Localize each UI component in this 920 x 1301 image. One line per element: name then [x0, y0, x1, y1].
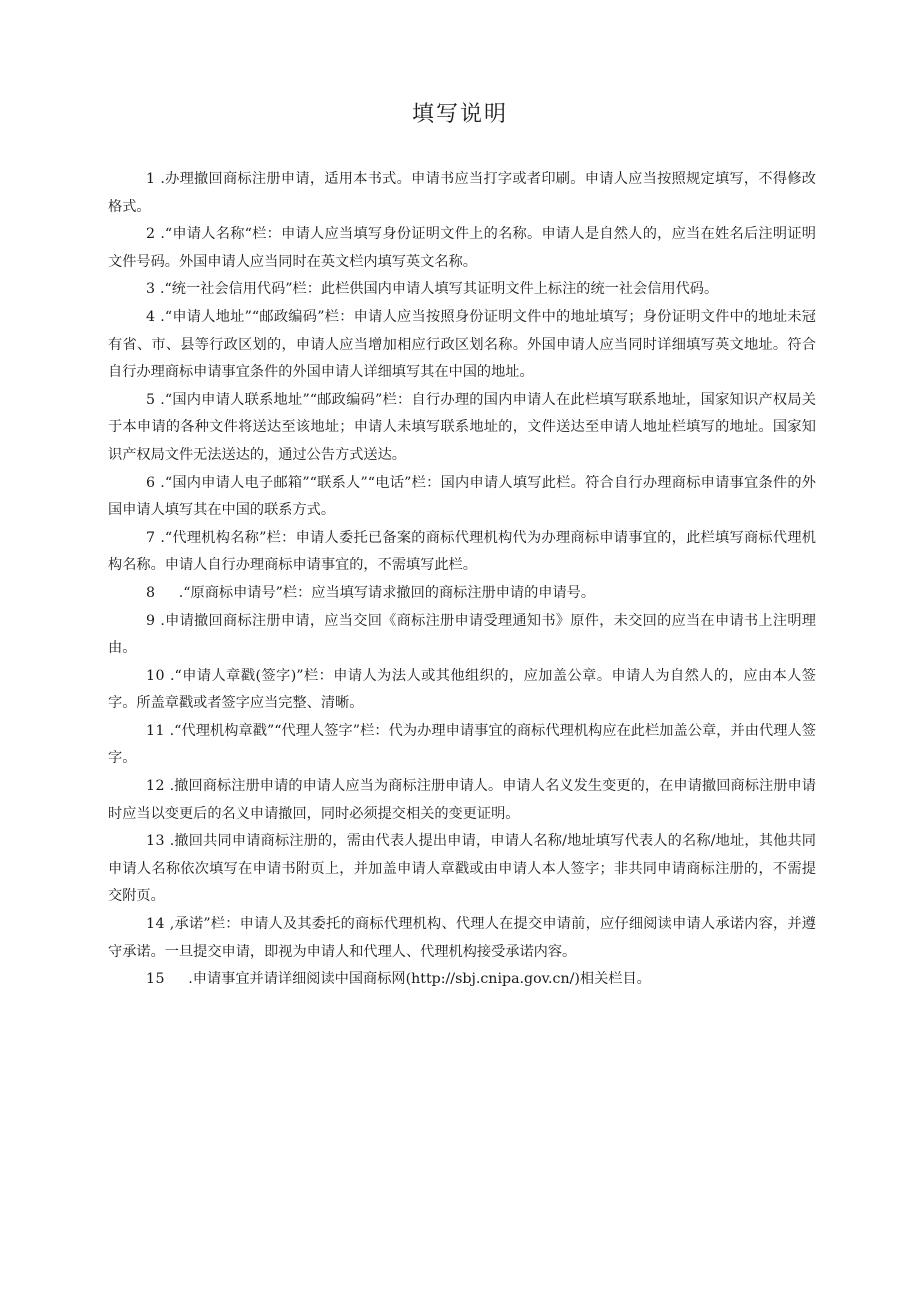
item-text: .“申请人地址”“邮政编码”栏：申请人应当按照身份证明文件中的地址填写；身份证明文件中的地址未冠有省、市、县等行政区划的，申请人应当增加相应行政区划名称。外国申请人应当同时详细填写英文地址。符合自行办理商标申请事宜条件的外国申请人详细填写其在中国的地址。: [108, 308, 816, 381]
item-text: .撤回共同申请商标注册的，需由代表人提出申请，申请人名称/地址填写代表人的名称/地址，其他共同申请人名称依次填写在申请书附页上，并加盖申请人章戳或由申请人本人签字；非共同申请商标注册的，不需提交附页。: [108, 833, 816, 905]
list-item: [108, 580, 816, 608]
item-text: .撤回商标注册申请的申请人应当为商标注册申请人。申请人名义发生变更的，在申请撤回商标注册申请时应当以变更后的名义申请撤回，同时必须提交相关的变更证明。: [108, 778, 816, 822]
item-text: .申请事宜并请详细阅读中国商标网(http://sbj.cnipa.gov.cn/)相关栏目。: [165, 971, 651, 988]
item-number: 13: [146, 833, 166, 850]
item-number: 2: [146, 226, 156, 243]
list-item: [108, 663, 816, 718]
item-number: 5: [146, 391, 156, 408]
item-number: 9: [146, 612, 156, 629]
list-item: [108, 966, 816, 994]
item-number: 4: [146, 308, 156, 325]
item-number: 10: [146, 667, 166, 684]
item-number: 11: [146, 722, 166, 739]
item-number: 7: [146, 529, 156, 546]
list-item: [108, 387, 816, 470]
item-text: .“原商标申请号”栏：应当填写请求撤回的商标注册申请的申请号。: [155, 584, 596, 601]
item-number: 8: [146, 584, 156, 601]
list-item: [108, 166, 816, 221]
instruction-list: [108, 166, 816, 994]
list-item: [108, 608, 816, 663]
item-text: ,承诺”栏：申请人及其委托的商标代理机构、代理人在提交申请前，应仔细阅读申请人承诺内容，并遵守承诺。一旦提交申请，即视为申请人和代理人、代理机构接受承诺内容。: [108, 916, 816, 960]
list-item: [108, 828, 816, 911]
item-text: .“申请人名称“栏：申请人应当填写身份证明文件上的名称。申请人是自然人的，应当在姓名后注明证明文件号码。外国申请人应当同时在英文栏内填写英文名称。: [108, 226, 816, 270]
item-text: .“国内申请人电子邮箱”“联系人”“电话”栏：国内申请人填写此栏。符合自行办理商标申请事宜条件的外国申请人填写其在中国的联系方式。: [108, 474, 816, 519]
item-number: 6: [146, 474, 156, 491]
item-text: .办理撤回商标注册申请，适用本书式。申请书应当打字或者印刷。申请人应当按照规定填写，不得修改格式。: [108, 171, 816, 215]
item-number: 12: [146, 778, 166, 795]
list-item: [108, 718, 816, 773]
item-number: 14: [146, 916, 166, 933]
list-item: [108, 470, 816, 525]
item-number: 15: [146, 971, 166, 988]
item-number: 3: [146, 281, 156, 298]
list-item: [108, 304, 816, 387]
item-text: .“统一社会信用代码”栏：此栏供国内申请人填写其证明文件上标注的统一社会信用代码。: [155, 281, 719, 298]
page-title: 填写说明: [411, 102, 508, 127]
item-text: .“代理机构名称”栏：申请人委托已备案的商标代理机构代为办理商标申请事宜的，此栏填写商标代理机构名称。申请人自行办理商标申请事宜的，不需填写此栏。: [108, 529, 816, 574]
list-item: [108, 525, 816, 580]
item-text: .“申请人章戳(签字)”栏：申请人为法人或其他组织的，应加盖公章。申请人为自然人的，应由本人签字。所盖章戳或者签字应当完整、清晰。: [108, 667, 816, 712]
item-number: 1: [146, 171, 156, 187]
item-text: .申请撤回商标注册申请，应当交回《商标注册申请受理通知书》原件，未交回的应当在申请书上注明理由。: [108, 612, 816, 657]
item-text: .“代理机构章戳”“代理人签字”栏：代为办理申请事宜的商标代理机构应在此栏加盖公章，并由代理人签字。: [108, 722, 816, 767]
list-item: [108, 276, 816, 304]
list-item: [108, 221, 816, 276]
item-text: .“国内申请人联系地址”“邮政编码”栏：自行办理的国内申请人在此栏填写联系地址，国家知识产权局关于本申请的各种文件将送达至该地址；申请人未填写联系地址的，文件送达至申请人地址栏填写的地址。国家知识产权局文件无法送达的，通过公告方式送达。: [108, 391, 816, 463]
list-item: [108, 773, 816, 828]
list-item: [108, 911, 816, 966]
